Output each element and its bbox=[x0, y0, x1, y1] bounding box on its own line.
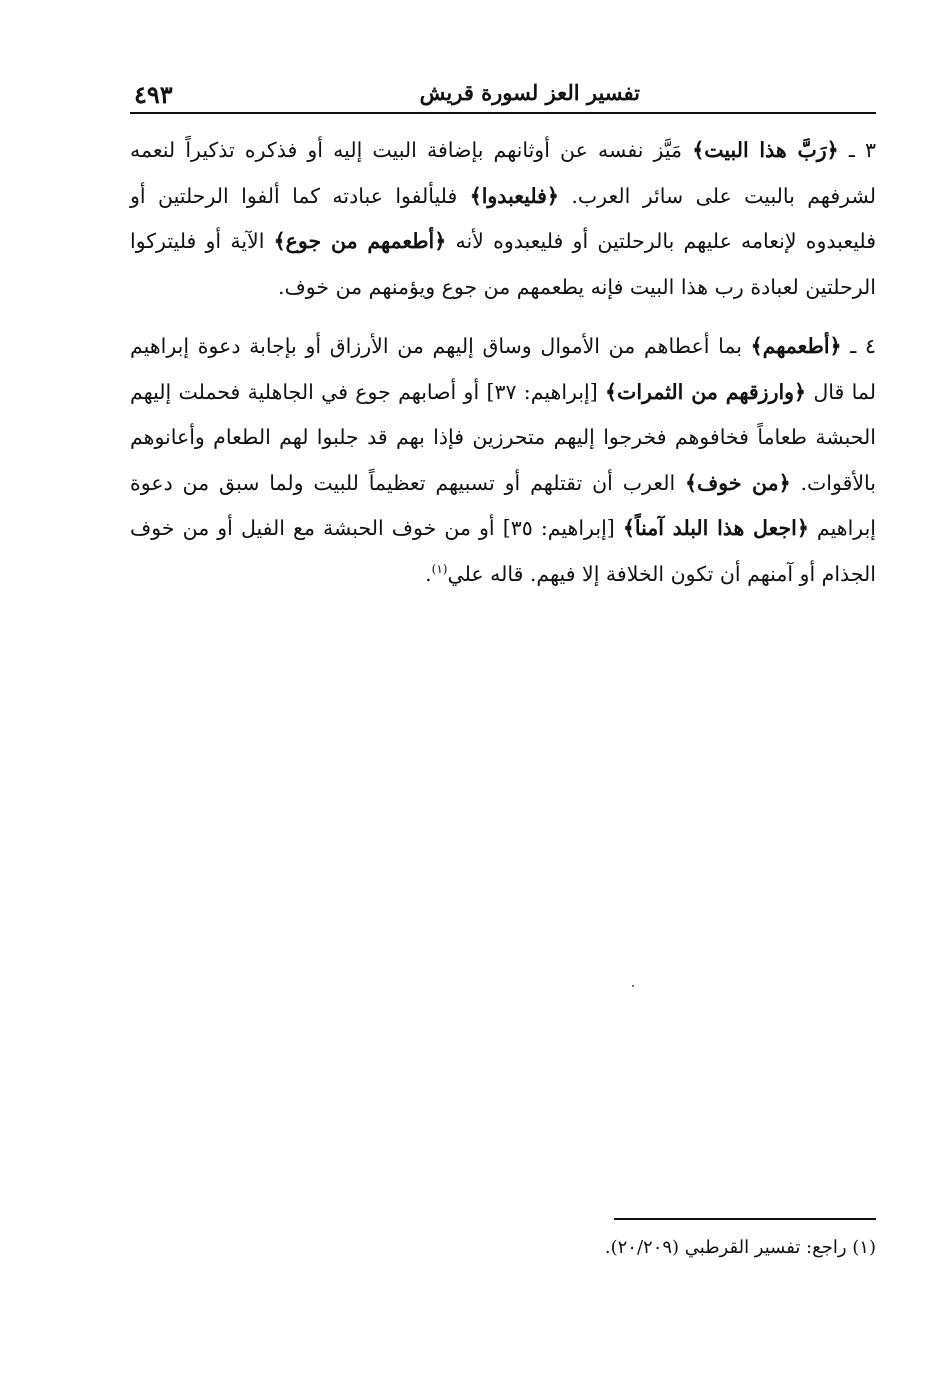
running-title: تفسير العز لسورة قريش bbox=[419, 80, 640, 105]
quran-quote: ﴿أطعمهم﴾ bbox=[750, 334, 842, 358]
main-text bbox=[130, 128, 876, 611]
footnote bbox=[130, 1232, 876, 1264]
quran-quote: ﴿رَبَّ هذا البيت﴾ bbox=[692, 138, 839, 162]
commentary-text: مَيَّز نفسه عن أوثانهم بإضافة البيت إليه أو فذكره تذكيراً لنعمه لشرفهم بالبيت على سائر العرب. bbox=[130, 138, 876, 208]
footnote-text: راجع: تفسير القرطبي (٢٠/٢٠٩). bbox=[604, 1237, 847, 1258]
scan-speck bbox=[632, 985, 634, 987]
commentary-text: [إبراهيم: ٣٥] أو من خوف الحبشة مع الفيل أو من خوف الجذام أو آمنهم أن تكون الخلافة إلا فيهم. قاله علي bbox=[130, 516, 876, 586]
page-header bbox=[130, 74, 876, 114]
quran-quote: ﴿اجعل هذا البلد آمناً﴾ bbox=[622, 516, 809, 540]
quran-quote: ﴿وارزقهم من الثمرات﴾ bbox=[605, 379, 807, 404]
paragraph-4 bbox=[130, 324, 876, 597]
paragraph-number: ٣ ـ bbox=[838, 138, 876, 162]
quran-quote: ﴿أطعمهم من جوع﴾ bbox=[273, 229, 447, 253]
header-rule bbox=[130, 112, 876, 114]
footnote-number: (١) bbox=[852, 1237, 876, 1258]
paragraph-3 bbox=[130, 128, 876, 310]
page-number: ٤٩٣ bbox=[134, 80, 173, 109]
commentary-text: فليألفوا عبادته كما ألفوا الرحلتين أو فليعبدوه لإنعامه عليهم بالرحلتين أو فليعبدوه لأنه bbox=[130, 183, 876, 253]
quran-quote: ﴿فليعبدوا﴾ bbox=[469, 183, 559, 208]
commentary-text: العرب أن تقتلهم أو تسبيهم تعظيماً للبيت ولما سبق من دعوة إبراهيم bbox=[130, 470, 876, 540]
footnote-reference: (١) bbox=[431, 561, 448, 576]
quran-quote: ﴿من خوف﴾ bbox=[685, 470, 791, 495]
paragraph-number: ٤ ـ bbox=[841, 334, 876, 358]
commentary-text: الآية أو فليتركوا الرحلتين لعبادة رب هذا البيت فإنه يطعمهم من جوع ويؤمنهم من خوف. bbox=[130, 229, 876, 299]
sentence-end: . bbox=[425, 561, 432, 586]
commentary-text: [إبراهيم: ٣٧] أو أصابهم جوع في الجاهلية فحملت إليهم الحبشة طعاماً فخافوهم فخرجوا إليهم متحرزين فإذا بهم قد جلبوا لهم الطعام وأعانوهم بالأقوات. bbox=[130, 379, 877, 495]
commentary-text: بما أعطاهم من الأموال وساق إليهم من الأرزاق أو بإجابة دعوة إبراهيم لما قال bbox=[130, 334, 876, 404]
footnote-rule bbox=[614, 1218, 876, 1220]
